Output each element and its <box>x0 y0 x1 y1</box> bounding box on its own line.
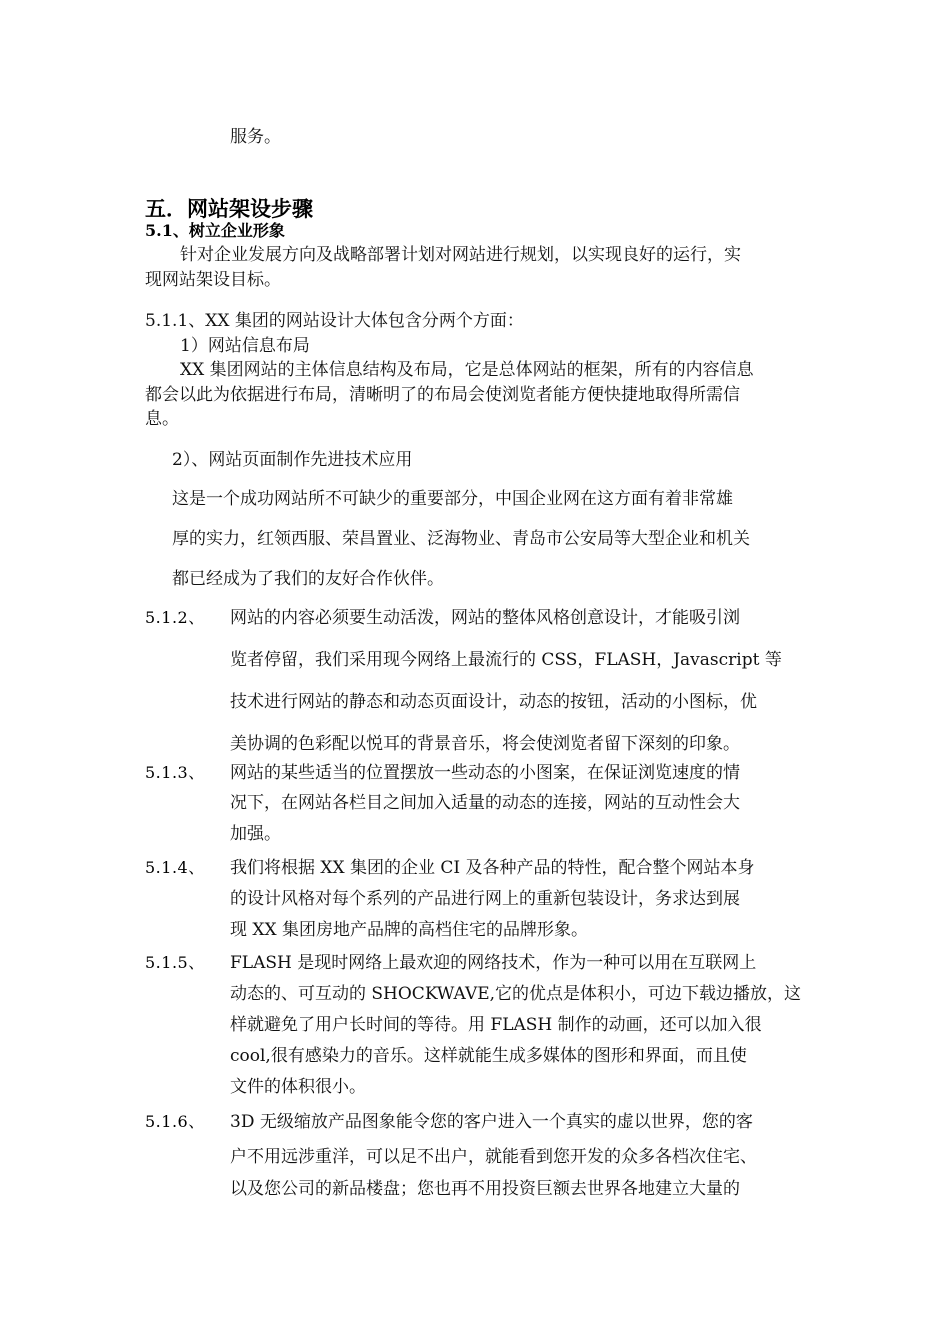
item-5-1-1: 5.1.1、XX 集团的网站设计大体包含分两个方面： <box>145 311 524 331</box>
item-number: 5.1.2、 <box>145 608 205 627</box>
item-line: 样就避免了用户长时间的等待。用 FLASH 制作的动画，还可以加入很 <box>230 1015 762 1035</box>
item-line: 览者停留，我们采用现今网络上最流行的 CSS，FLASH，Javascript 等 <box>230 650 782 670</box>
item-line: 文件的体积很小。 <box>230 1077 366 1097</box>
section-heading: 五．网站架设步骤 <box>145 196 313 221</box>
item-line: 户不用远涉重洋，可以足不出户，就能看到您开发的众多各档次住宅、 <box>230 1147 757 1167</box>
item-line: cool,很有感染力的音乐。这样就能生成多媒体的图形和界面，而且使 <box>230 1046 747 1066</box>
paragraph-line: 都会以此为依据进行布局，清晰明了的布局会使浏览者能方便快捷地取得所需信 <box>145 385 740 405</box>
item-line: 技术进行网站的静态和动态页面设计，动态的按钮，活动的小图标，优 <box>230 692 757 712</box>
paragraph-line: 现网站架设目标。 <box>145 270 281 290</box>
item-line: 加强。 <box>230 824 281 844</box>
item-line: 网站的某些适当的位置摆放一些动态的小图案，在保证浏览速度的情 <box>230 763 740 783</box>
item-number: 5.1.4、 <box>145 858 205 877</box>
item-line: 以及您公司的新品楼盘；您也再不用投资巨额去世界各地建立大量的 <box>230 1179 740 1199</box>
item-line: 网站的内容必须要生动活泼，网站的整体风格创意设计，才能吸引浏 <box>230 608 740 628</box>
paragraph-line: 这是一个成功网站所不可缺少的重要部分，中国企业网在这方面有着非常雄 <box>172 489 733 509</box>
item-number: 5.1.6、 <box>145 1112 205 1131</box>
paragraph-line: 厚的实力，红领西服、荣昌置业、泛海物业、青岛市公安局等大型企业和机关 <box>172 529 750 549</box>
point2-title: 2）、网站页面制作先进技术应用 <box>172 450 413 470</box>
item-number: 5.1.3、 <box>145 763 205 782</box>
item-line: 的设计风格对每个系列的产品进行网上的重新包装设计，务求达到展 <box>230 889 740 909</box>
item-line: FLASH 是现时网络上最欢迎的网络技术，作为一种可以用在互联网上 <box>230 953 757 973</box>
paragraph-line: XX 集团网站的主体信息结构及布局，它是总体网站的框架，所有的内容信息 <box>180 360 754 380</box>
intro-tail-text: 服务。 <box>230 127 281 147</box>
item-line: 现 XX 集团房地产品牌的高档住宅的品牌形象。 <box>230 920 589 940</box>
item-line: 我们将根据 XX 集团的企业 CI 及各种产品的特性，配合整个网站本身 <box>230 858 755 878</box>
point1-title: 1）网站信息布局 <box>180 336 310 356</box>
item-number: 5.1.5、 <box>145 953 205 972</box>
item-line: 动态的、可互动的 SHOCKWAVE,它的优点是体积小，可边下载边播放，这 <box>230 984 802 1004</box>
paragraph-line: 都已经成为了我们的友好合作伙伴。 <box>172 569 444 589</box>
item-line: 美协调的色彩配以悦耳的背景音乐，将会使浏览者留下深刻的印象。 <box>230 734 740 754</box>
paragraph-line: 息。 <box>145 409 179 429</box>
subsection-heading: 5.1、树立企业形象 <box>145 221 285 240</box>
item-line: 3D 无级缩放产品图象能令您的客户进入一个真实的虚以世界，您的客 <box>230 1112 753 1132</box>
paragraph-line: 针对企业发展方向及战略部署计划对网站进行规划，以实现良好的运行，实 <box>180 245 741 265</box>
item-line: 况下，在网站各栏目之间加入适量的动态的连接，网站的互动性会大 <box>230 793 740 813</box>
